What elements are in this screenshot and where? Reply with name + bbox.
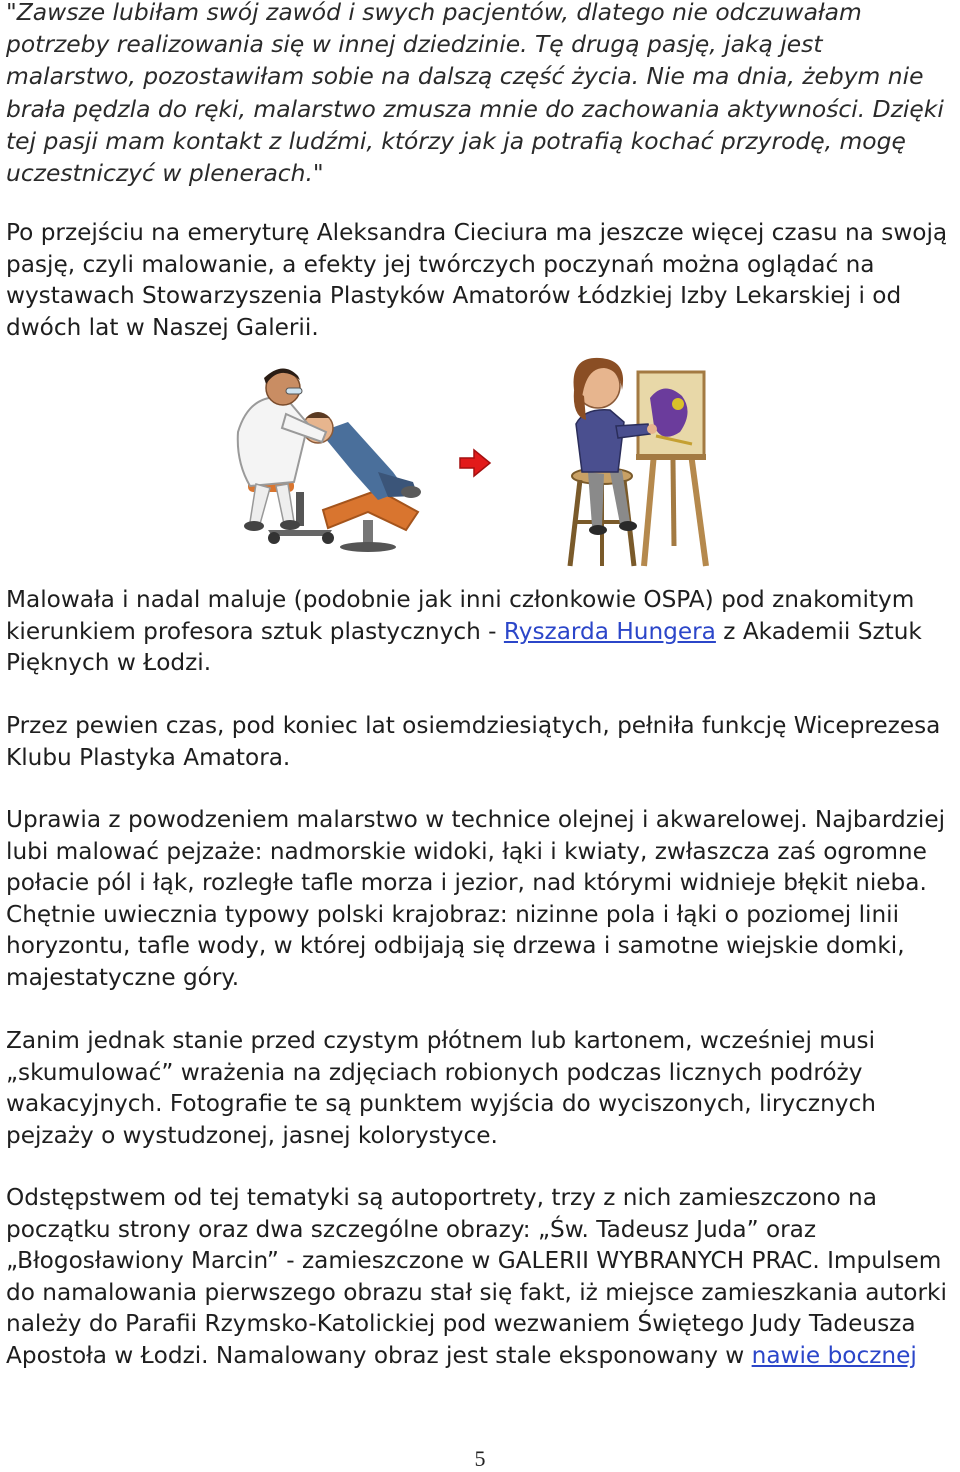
- academy-text: z Akademii Sztuk Pięknych w Łodzi.: [6, 617, 922, 677]
- vice-president-paragraph: Przez pewien czas, pod koniec lat osiemdziesiątych, pełniła funkcję Wiceprezesa Klubu Plastyka Amatora.: [6, 712, 941, 771]
- page-number: 5: [474, 1446, 486, 1471]
- painter-clipart: [560, 346, 720, 570]
- quote-paragraph: "Zawsze lubiłam swój zawód i swych pacjentów, dlatego nie odczuwałam potrzeby realizowania się w innej dziedzinie. Tę drugą pasję, jaką jest malarstwo, pozostawiłam sobie na dalszą część życia. Nie ma dnia, żebym nie brała pędzla do ręki, malarstwo zmusza mnie do zachowania aktywności. Dzięki tej pasji mam kontakt z ludźmi, którzy jak ja potrafią kochać przyrodę, mogę uczestniczyć w plenerach.": [6, 0, 944, 188]
- retirement-paragraph: Po przejściu na emeryturę Aleksandra Cieciura ma jeszcze więcej czasu na swoją pasję, czyli malowanie, a efekty jej twórczych poczynań można oglądać na wystawach Stowarzyszenia Plastyków Amatorów Łódzkiej Izby Lekarskiej i od dwóch lat w Naszej Galerii.: [6, 219, 948, 341]
- hunger-link[interactable]: Ryszarda Hungera: [503, 617, 716, 645]
- teacher-paragraph: [6, 584, 954, 679]
- dentist-clipart: [228, 362, 423, 557]
- red-arrow-icon: [458, 448, 492, 478]
- photos-paragraph: Zanim jednak stanie przed czystym płótnem lub kartonem, wcześniej musi „skumulować” wrażenia na zdjęciach robionych podczas licznych podróży wakacyjnych. Fotografie te są punktem wyjścia do wyciszonych, lirycznych pejzaży o wystudzonej, jasnej kolorystyce.: [6, 1027, 876, 1149]
- side-nave-link[interactable]: nawie bocznej: [751, 1341, 917, 1369]
- portraits-paragraph: [6, 1182, 954, 1372]
- technique-paragraph: Uprawia z powodzeniem malarstwo w technice olejnej i akwarelowej. Najbardziej lubi malować pejzaże: nadmorskie widoki, łąki i kwiaty, zwłaszcza zaś ogromne połacie pól i łąk, rozległe tafle morza i jezior, nad którymi widnieje błękit nieba. Chętnie uwiecznia typowy polski krajobraz: nizinne pola i łąki o poziomej linii horyzontu, tafle wody, w której odbijają się drzewa i samotne wiejskie domki, majestatyczne góry.: [6, 806, 946, 991]
- teacher-text: Malowała i nadal maluje (podobnie jak inni członkowie OSPA) pod znakomitym kierunkiem profesora sztuk plastycznych -: [6, 586, 915, 645]
- portraits-text: Odstępstwem od tej tematyki są autoportrety, trzy z nich zamieszczono na początku strony oraz dwa szczególne obrazy: „Św. Tadeusz Juda” oraz „Błogosławiony Marcin” - zamieszczone w GALERII WYBRANYCH PRAC. Impulsem do namalowania pierwszego obrazu stał się fakt, iż miejsce zamieszkania autorki należy do Parafii Rzymsko-Katolickiej pod wezwaniem Świętego Judy Tadeusza Apostoła w Łodzi. Namalowany obraz jest stale eksponowany w: [6, 1184, 947, 1369]
